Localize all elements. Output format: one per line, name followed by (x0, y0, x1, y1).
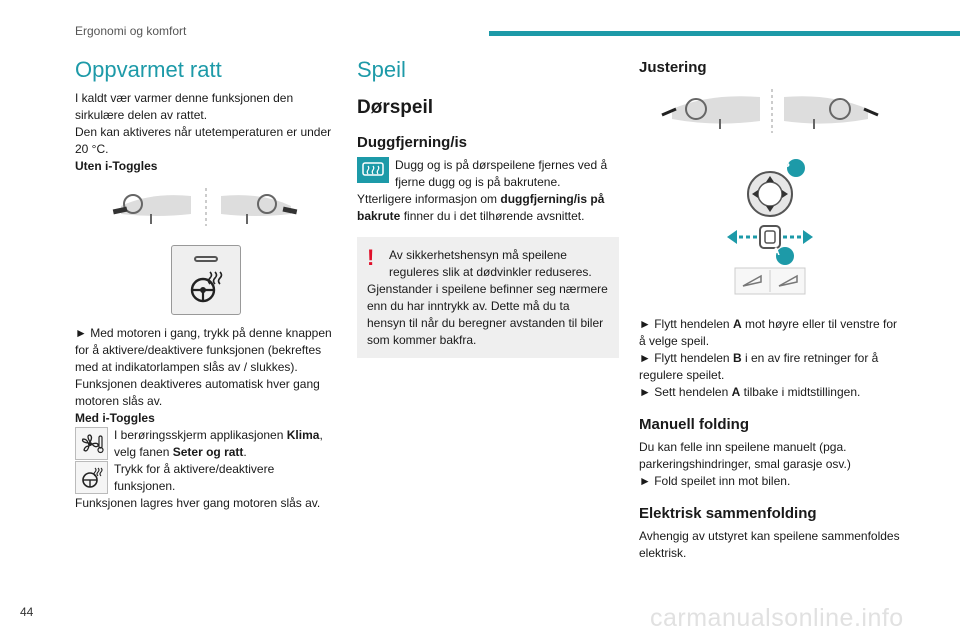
heated-wheel-toggle-row (75, 461, 337, 495)
defrost-more-info: Ytterligere informasjon om duggfjerning/is på bakrute finner du i det tilhørende avsnittet. (357, 192, 605, 223)
heated-wheel-press-instruction: ► Med motoren i gang, trykk på denne knappen for å aktivere/deaktivere funksjonen (bekreftes med at indikatorlampen slås av / slukkes). (75, 326, 332, 374)
subhead-without-itoggles: Uten i-Toggles (75, 159, 158, 173)
defrost-row (357, 157, 619, 191)
adjust-step-1: ► Flytt hendelen A mot høyre eller til venstre for å velge speil. (639, 317, 897, 348)
manual-folding-text: Du kan felle inn speilene manuelt (pga. parkeringshindringer, smal garasje osv.) (639, 440, 851, 471)
heated-wheel-title: Oppvarmet ratt (75, 57, 222, 82)
dashboard-steering-illustration (111, 184, 301, 230)
watermark: carmanualsonline.info (650, 604, 904, 632)
dashboard-steering-figure (75, 183, 337, 231)
mirror-control-illustration (685, 156, 855, 296)
heated-wheel-button-figure (75, 245, 337, 315)
heated-wheel-intro-1: I kaldt vær varmer denne funksjonen den sirkulære delen av rattet. (75, 91, 294, 122)
safety-warning-text: Av sikkerhetshensyn må speilene reguleres slik at dødvinkler reduseres. Gjenstander i speilene befinner seg nærmere enn du har inntrykk av. Dette må du ta hensyn til når du beregner avstanden til biler som kommer bakfra. (367, 248, 608, 347)
heated-wheel-button (171, 245, 241, 315)
heated-wheel-auto-off: Funksjonen deaktiveres automatisk hver gang motoren slås av. (75, 377, 320, 408)
defrost-heading: Duggfjerning/is (357, 134, 467, 151)
mirrors-title: Speil (357, 57, 406, 82)
heated-wheel-saved-text: Funksjonen lagres hver gang motoren slås av. (75, 496, 321, 510)
header-accent-bar (489, 31, 960, 36)
column-heated-wheel (75, 56, 337, 512)
climate-app-instruction: I berøringsskjerm applikasjonen Klima, velg fanen Seter og ratt. (114, 428, 323, 459)
adjust-step-3: ► Sett hendelen A tilbake i midtstillingen. (639, 385, 861, 399)
column-mirrors (357, 56, 619, 358)
safety-warning-box (357, 237, 619, 358)
adjustment-heading: Justering (639, 59, 707, 76)
adjust-step-2: ► Flytt hendelen B i en av fire retninger for å regulere speilet. (639, 351, 879, 382)
subhead-with-itoggles: Med i-Toggles (75, 411, 155, 425)
climate-fan-icon (75, 427, 108, 460)
page-number: 44 (20, 605, 34, 619)
rear-defrost-icon (357, 157, 389, 183)
indicator-lamp-icon (194, 256, 218, 262)
label-b: B (782, 158, 790, 170)
column-adjustment (639, 56, 901, 562)
label-a: A (772, 246, 780, 258)
manual-folding-heading: Manuell folding (639, 416, 749, 433)
heated-wheel-intro-2: Den kan aktiveres når utetemperaturen er under 20 °C. (75, 125, 332, 156)
defrost-text: Dugg og is på dørspeilene fjernes ved å fjerne dugg og is på bakrutene. (395, 158, 608, 189)
door-mirrors-subtitle: Dørspeil (357, 97, 434, 118)
mirror-positions-figure (639, 86, 901, 136)
heated-wheel-toggle-text: Trykk for å aktivere/deaktivere funksjonen. (114, 462, 275, 493)
mirror-control-figure (639, 156, 901, 296)
electric-folding-text: Avhengig av utstyret kan speilene sammenfoldes elektrisk. (639, 529, 900, 560)
heated-steering-wheel-icon (188, 270, 224, 304)
warning-icon: ! (367, 245, 375, 270)
electric-folding-heading: Elektrisk sammenfolding (639, 505, 817, 522)
mirror-positions-illustration (660, 87, 880, 135)
manual-folding-step: ► Fold speilet inn mot bilen. (639, 474, 791, 488)
header-section-title: Ergonomi og komfort (75, 24, 187, 38)
heated-wheel-toggle-icon[interactable] (75, 461, 108, 494)
climate-app-row (75, 427, 337, 461)
